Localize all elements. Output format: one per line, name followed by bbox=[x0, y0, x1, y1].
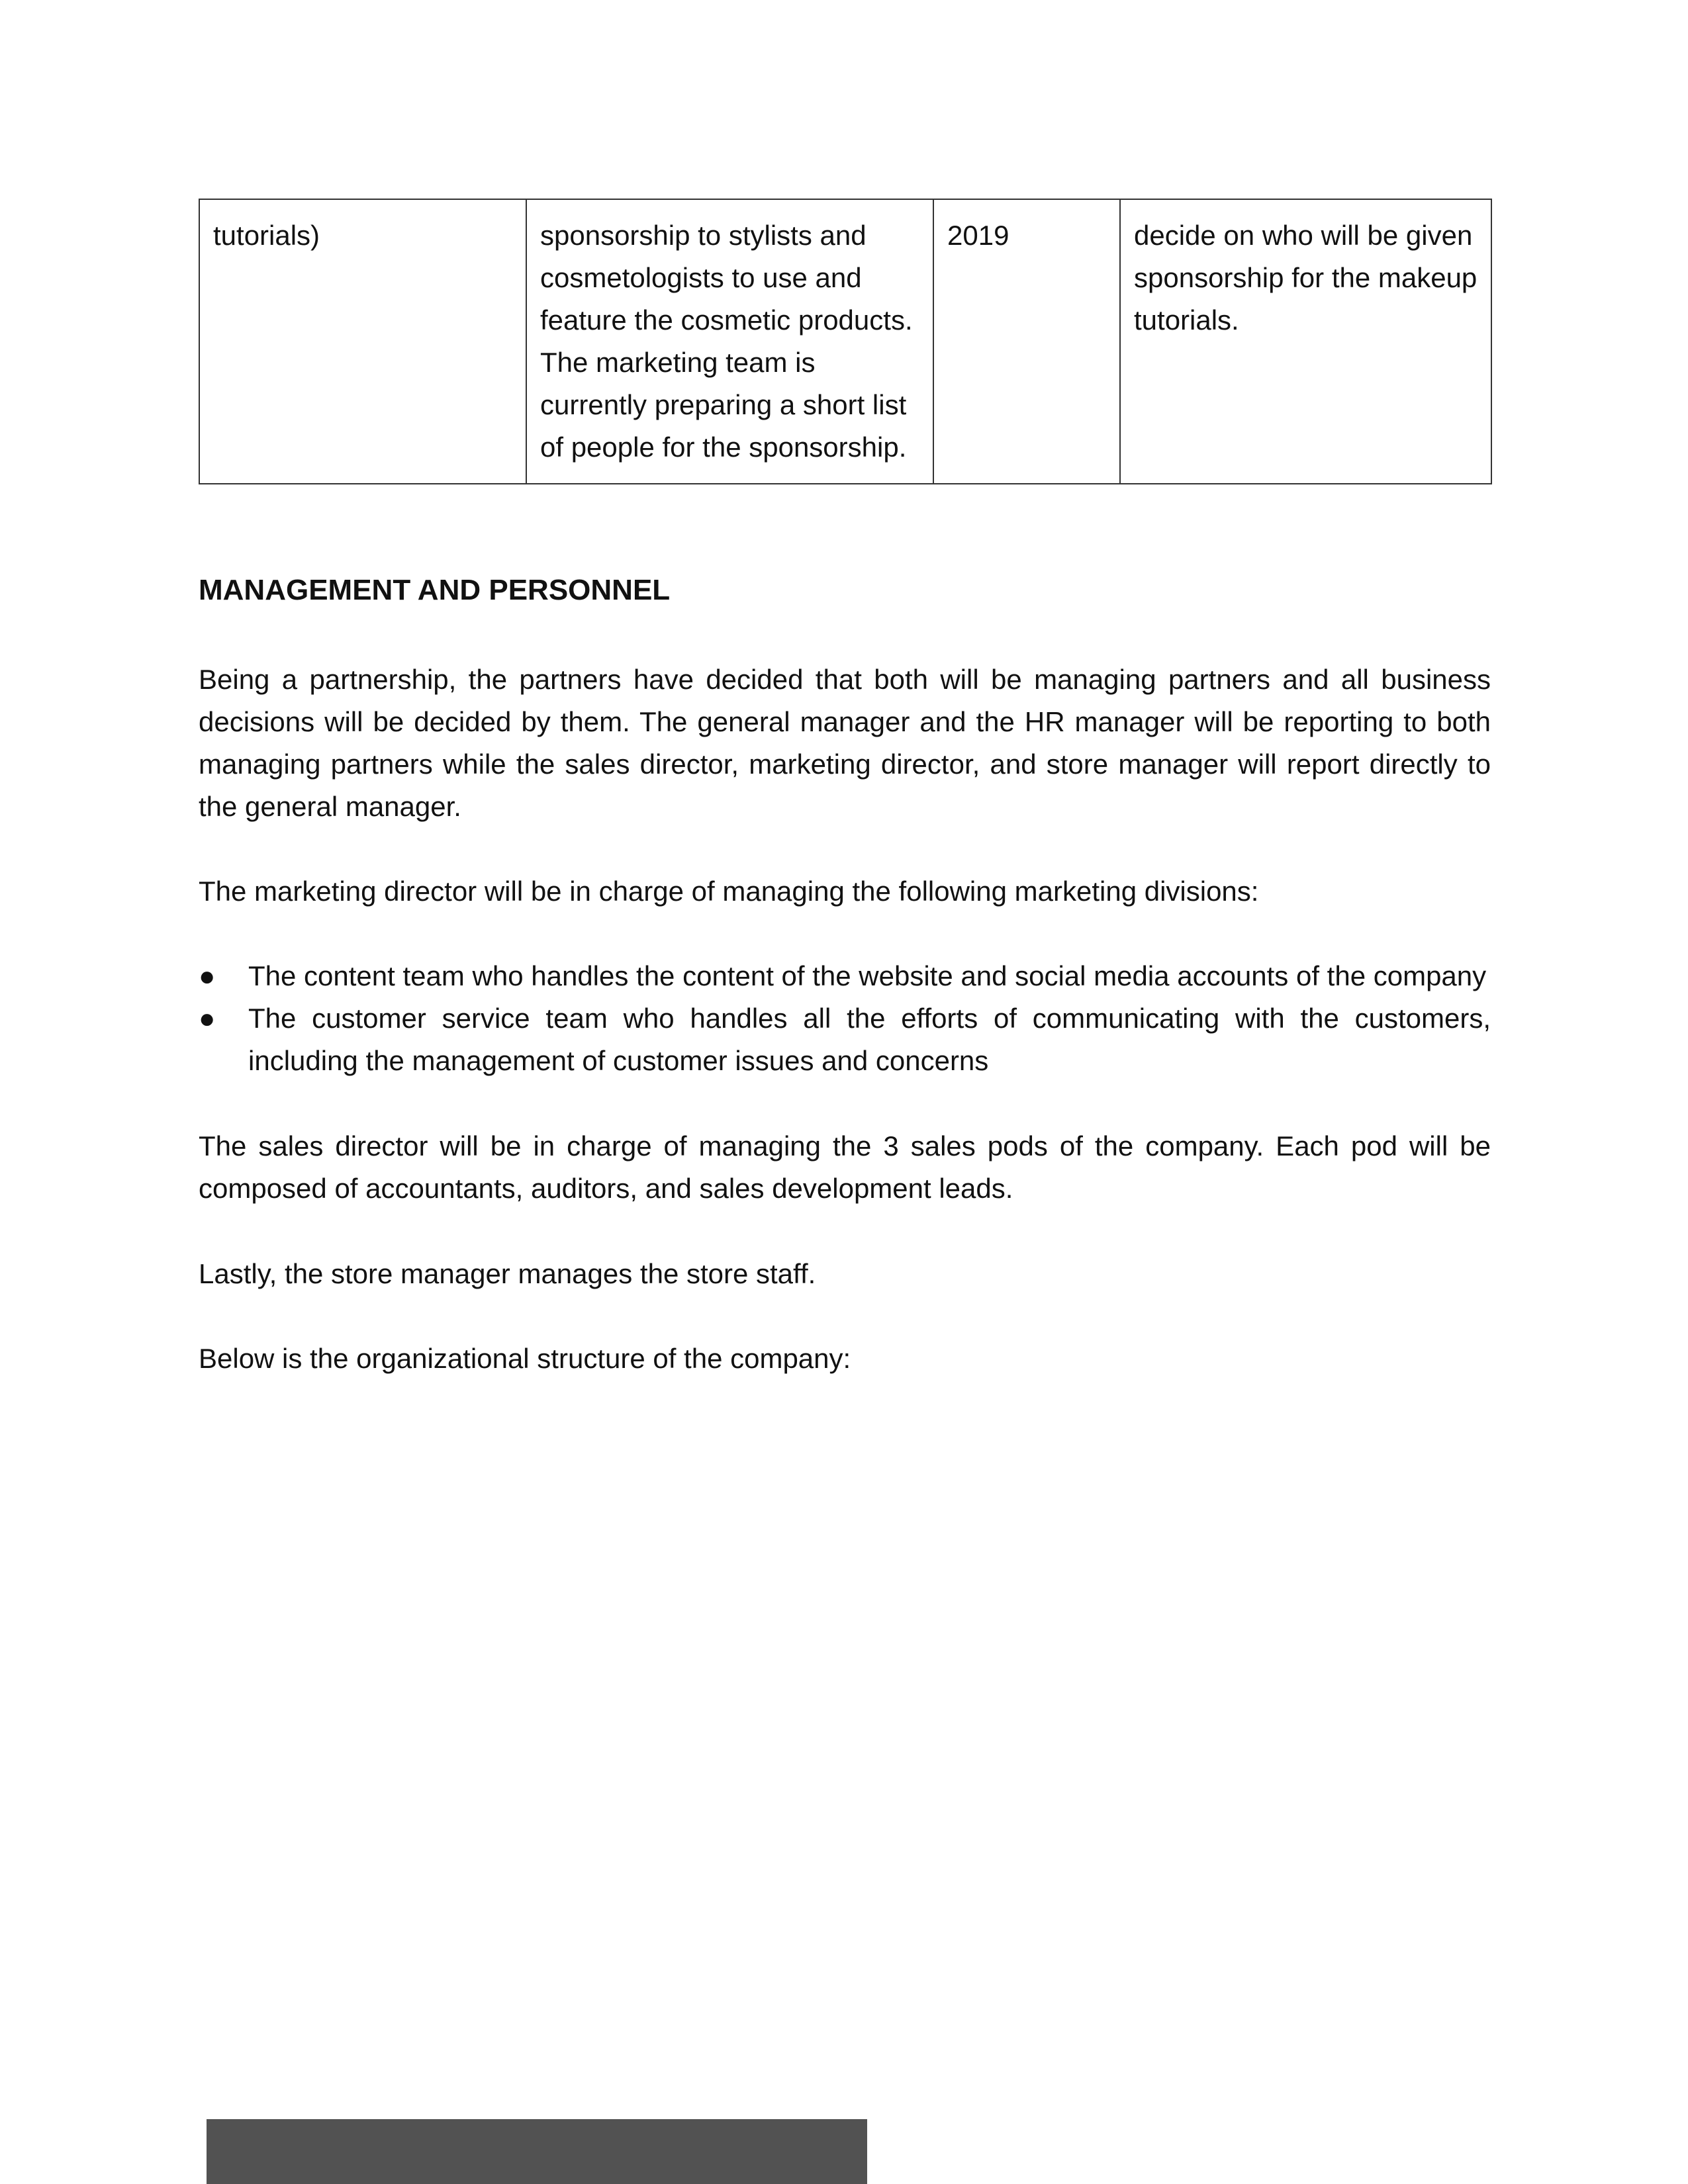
list-item-text: The content team who handles the content of the website and social media accounts of the company bbox=[248, 960, 1487, 991]
list-item-text: The customer service team who handles all the efforts of communicating with the customers, including the management of customer issues and concerns bbox=[248, 1003, 1491, 1076]
list-item bbox=[199, 997, 1491, 1082]
paragraph-partnership: Being a partnership, the partners have decided that both will be managing partners and all business decisions will be decided by them. The general manager and the HR manager will be reporting to both managing partners while the sales director, marketing director, and store manager will report directly to the general manager. bbox=[199, 664, 1491, 822]
milestones-table bbox=[199, 199, 1492, 484]
bullet-icon: ● bbox=[199, 1003, 216, 1034]
org-chart-top-box bbox=[207, 2119, 867, 2184]
list-item bbox=[199, 955, 1491, 997]
table-cell-date: 2019 bbox=[933, 199, 1120, 484]
table-cell-status: decide on who will be given sponsorship for the makeup tutorials. bbox=[1120, 199, 1491, 484]
paragraph-org-structure: Below is the organizational structure of the company: bbox=[199, 1343, 851, 1374]
section-heading: MANAGEMENT AND PERSONNEL bbox=[199, 574, 671, 606]
table-cell-milestone: tutorials) bbox=[199, 199, 526, 484]
marketing-divisions-list bbox=[199, 955, 1491, 1082]
paragraph-sales: The sales director will be in charge of managing the 3 sales pods of the company. Each pod will be composed of accountants, auditors, and sales development leads. bbox=[199, 1130, 1491, 1204]
paragraph-store: Lastly, the store manager manages the store staff. bbox=[199, 1258, 816, 1289]
paragraph-marketing-intro: The marketing director will be in charge of managing the following marketing divisions: bbox=[199, 876, 1259, 907]
table-row bbox=[199, 199, 1491, 484]
bullet-icon: ● bbox=[199, 960, 216, 991]
table-cell-description: sponsorship to stylists and cosmetologists to use and feature the cosmetic products. The marketing team is currently preparing a short list of people for the sponsorship. bbox=[526, 199, 933, 484]
